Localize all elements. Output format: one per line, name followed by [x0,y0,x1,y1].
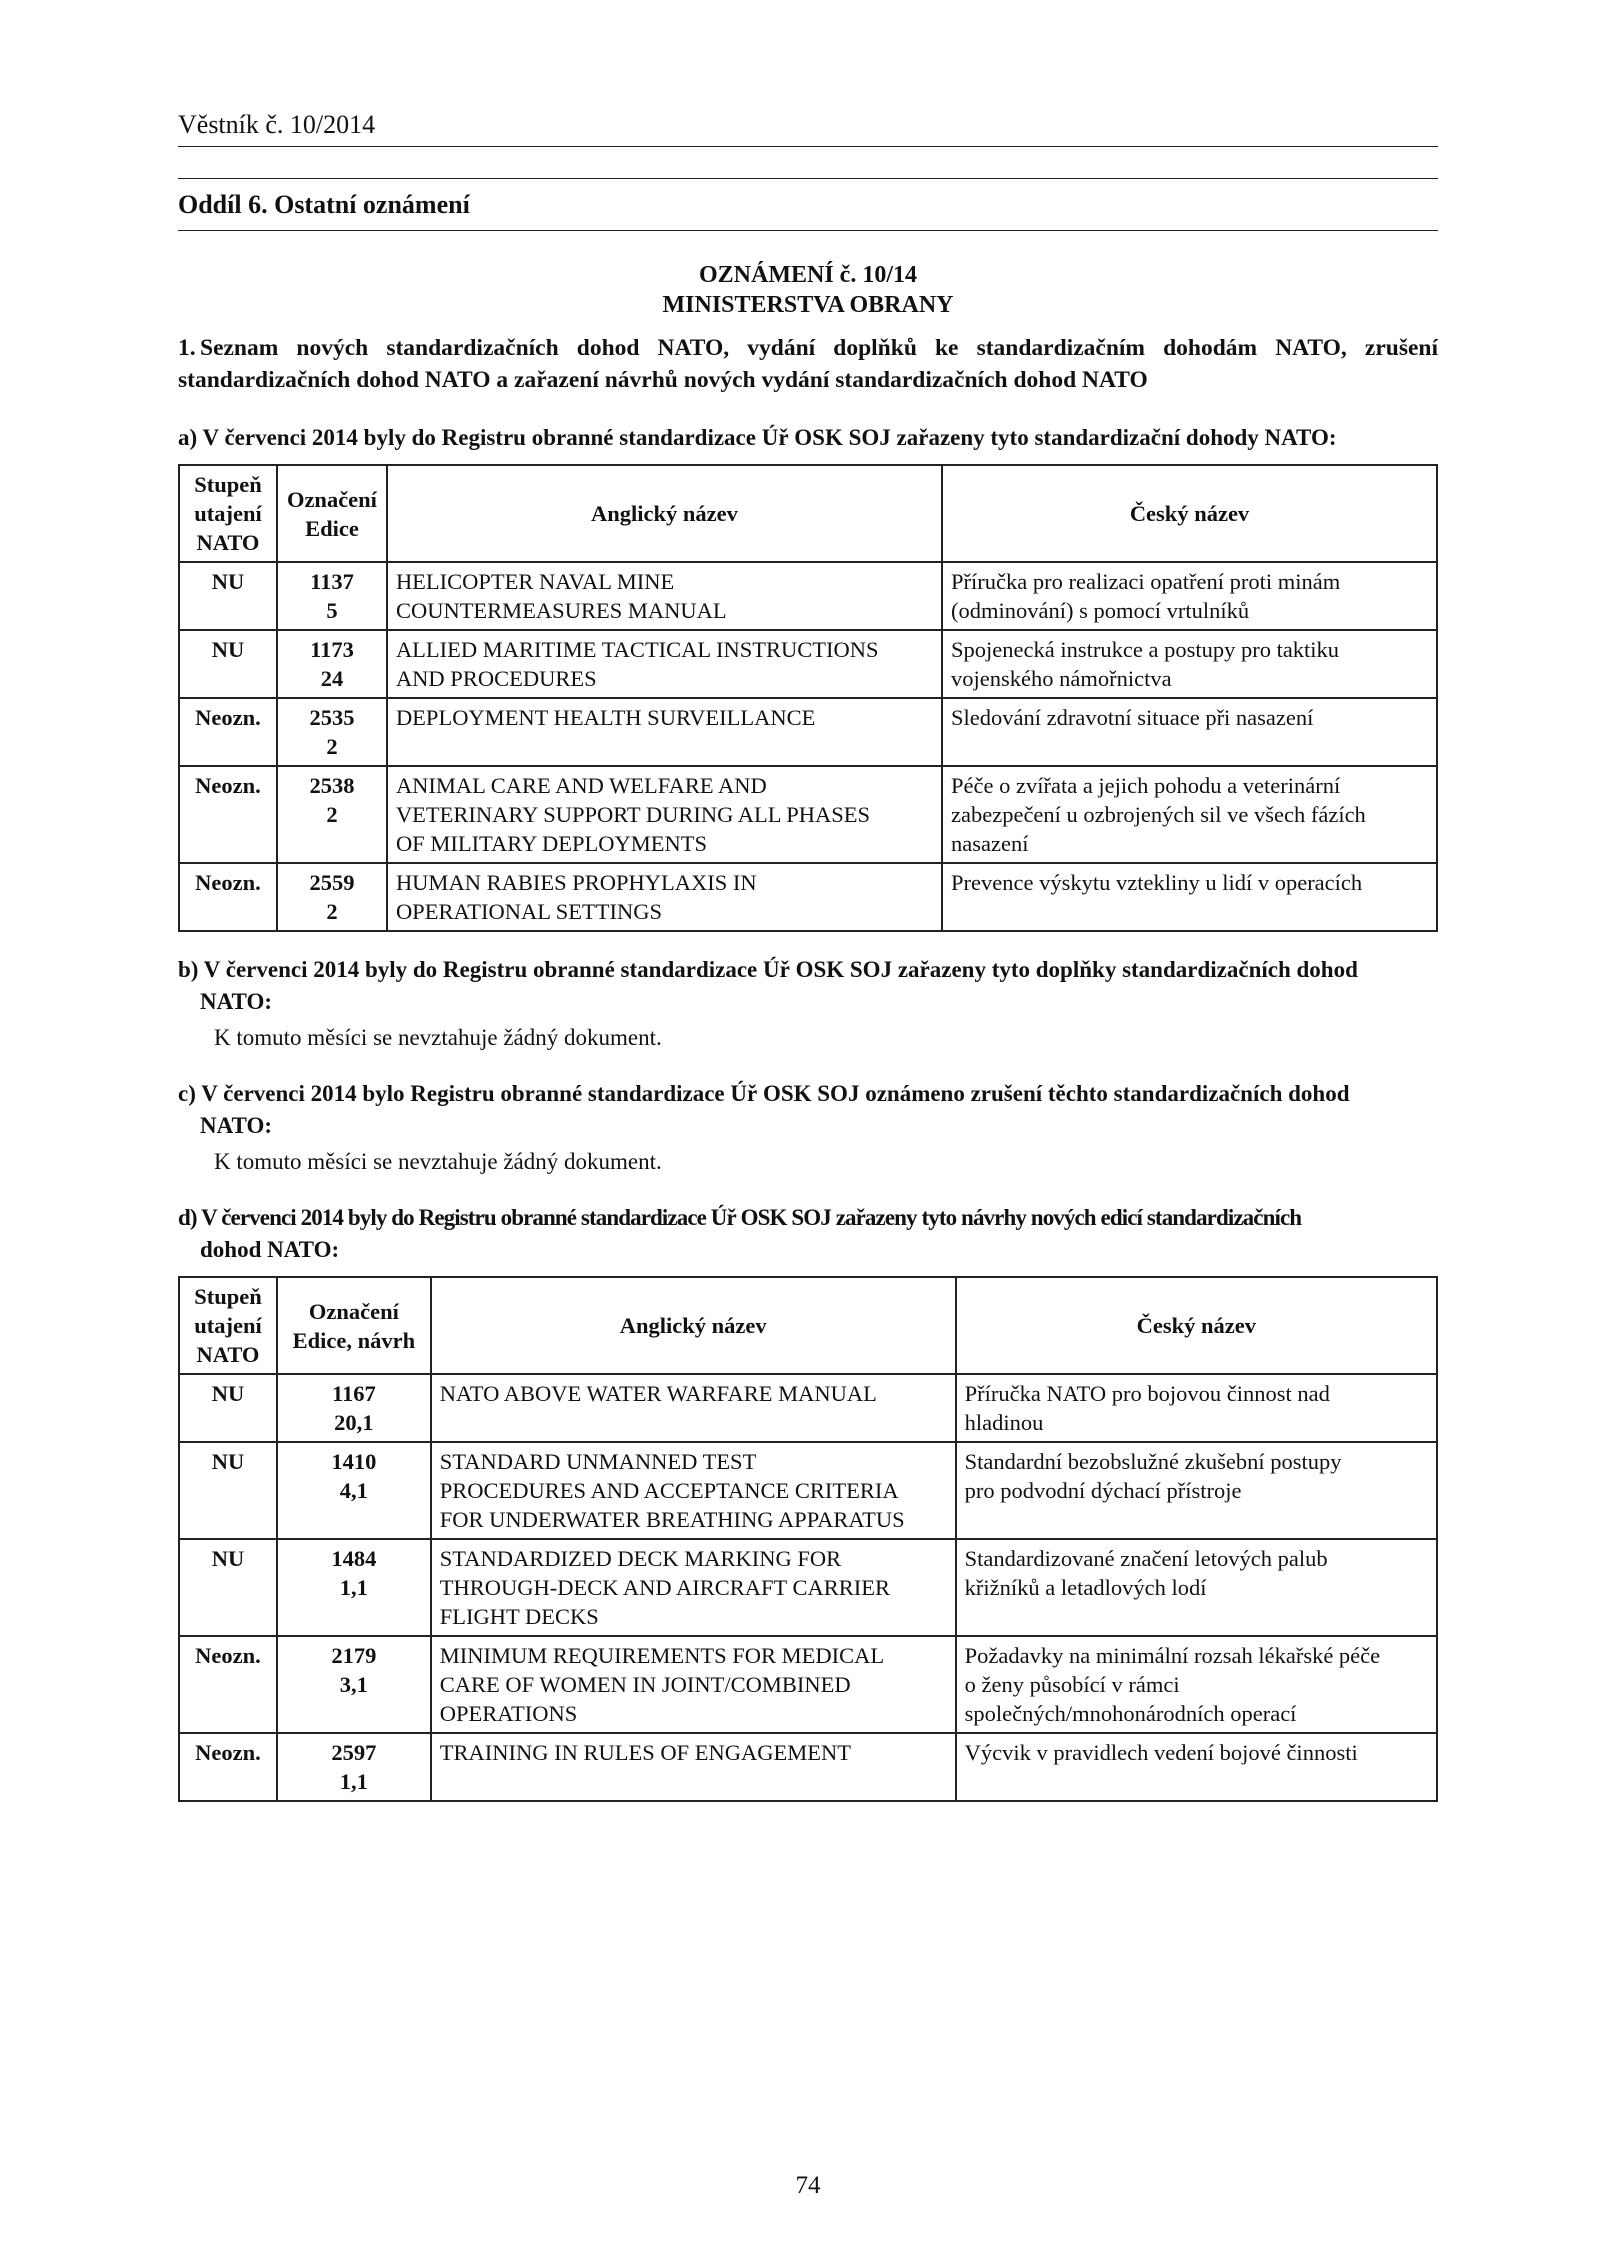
czech-title-cell: Standardizované značení letových palub křižníků a letadlových lodí [956,1539,1437,1636]
english-title-cell: STANDARD UNMANNED TEST PROCEDURES AND ACCEPTANCE CRITERIA FOR UNDERWATER BREATHING APPARATUS [431,1442,956,1539]
english-title-cell: ALLIED MARITIME TACTICAL INSTRUCTIONS AND PROCEDURES [387,630,942,698]
english-title-cell: STANDARDIZED DECK MARKING FOR THROUGH-DECK AND AIRCRAFT CARRIER FLIGHT DECKS [431,1539,956,1636]
table-d-header-row [179,1277,1437,1374]
table-row [179,562,1437,630]
czech-title-cell: Péče o zvířata a jejich pohodu a veterinární zabezpečení u ozbrojených sil ve všech fázích nasazení [942,766,1437,863]
classification-cell: NU [179,1374,277,1442]
header-czech-title: Český název [956,1277,1437,1374]
czech-title-cell: Příručka NATO pro bojovou činnost nad hladinou [956,1374,1437,1442]
item-1-text: Seznam nových standardizačních dohod NATO, vydání doplňků ke standardizačním dohodám NATO, zrušení standardizačních dohod NATO a zařazení návrhů nových vydání standardizačních dohod NATO [178,335,1438,393]
designation-cell: 2597 1,1 [277,1733,431,1801]
designation-cell: 2538 2 [277,766,387,863]
table-row [179,1636,1437,1733]
table-a [178,464,1438,932]
part-d-heading: d) V červenci 2014 byly do Registru obranné standardizace Úř OSK SOJ zařazeny tyto návrhy nových edicí standardizačních dohod NATO: [178,1205,1302,1262]
header-classification: Stupeň utajení NATO [179,1277,277,1374]
classification-cell: Neozn. [179,1733,277,1801]
running-header: Věstník č. 10/2014 [178,110,376,139]
notice-issuer: MINISTERSTVA OBRANY [662,292,954,318]
czech-title-cell: Spojenecká instrukce a postupy pro taktiku vojenského námořnictva [942,630,1437,698]
classification-cell: Neozn. [179,863,277,931]
part-c-heading: c) V červenci 2014 bylo Registru obranné standardizace Úř OSK SOJ oznámeno zrušení těchto standardizačních dohod NATO: [178,1081,1350,1138]
header-czech-title: Český název [942,465,1437,562]
table-row [179,1442,1437,1539]
table-row [179,1374,1437,1442]
section-title: Oddíl 6. Ostatní oznámení [178,190,470,219]
part-c-note: K tomuto měsíci se nevztahuje žádný dokument. [214,1149,662,1174]
table-row [179,1539,1437,1636]
designation-cell: 1167 20,1 [277,1374,431,1442]
item-1-number: 1. [178,335,196,361]
section-rule-top [178,178,1438,179]
english-title-cell: MINIMUM REQUIREMENTS FOR MEDICAL CARE OF WOMEN IN JOINT/COMBINED OPERATIONS [431,1636,956,1733]
header-rule [178,146,1438,147]
section-rule-bottom [178,230,1438,231]
designation-cell: 2179 3,1 [277,1636,431,1733]
part-a-heading: a) V červenci 2014 byly do Registru obranné standardizace Úř OSK SOJ zařazeny tyto standardizační dohody NATO: [178,425,1337,450]
czech-title-cell: Sledování zdravotní situace při nasazení [942,698,1437,766]
header-classification: Stupeň utajení NATO [179,465,277,562]
classification-cell: NU [179,630,277,698]
classification-cell: NU [179,1442,277,1539]
czech-title-cell: Standardní bezobslužné zkušební postupy pro podvodní dýchací přístroje [956,1442,1437,1539]
header-designation: Označení Edice, návrh [277,1277,431,1374]
part-b-heading: b) V červenci 2014 byly do Registru obranné standardizace Úř OSK SOJ zařazeny tyto doplňky standardizačních dohod NATO: [178,957,1358,1014]
classification-cell: NU [179,562,277,630]
english-title-cell: HUMAN RABIES PROPHYLAXIS IN OPERATIONAL SETTINGS [387,863,942,931]
english-title-cell: ANIMAL CARE AND WELFARE AND VETERINARY SUPPORT DURING ALL PHASES OF MILITARY DEPLOYMENTS [387,766,942,863]
czech-title-cell: Výcvik v pravidlech vedení bojové činnosti [956,1733,1437,1801]
page-number: 74 [795,2172,821,2199]
czech-title-cell: Prevence výskytu vztekliny u lidí v operacích [942,863,1437,931]
table-row [179,863,1437,931]
designation-cell: 2535 2 [277,698,387,766]
table-row [179,1733,1437,1801]
english-title-cell: DEPLOYMENT HEALTH SURVEILLANCE [387,698,942,766]
table-a-header-row [179,465,1437,562]
notice-title: OZNÁMENÍ č. 10/14 [699,262,917,288]
item-1 [178,332,1438,396]
designation-cell: 1410 4,1 [277,1442,431,1539]
english-title-cell: HELICOPTER NAVAL MINE COUNTERMEASURES MANUAL [387,562,942,630]
classification-cell: Neozn. [179,766,277,863]
designation-cell: 1484 1,1 [277,1539,431,1636]
table-d [178,1276,1438,1802]
header-designation: Označení Edice [277,465,387,562]
table-row [179,630,1437,698]
designation-cell: 2559 2 [277,863,387,931]
designation-cell: 1173 24 [277,630,387,698]
classification-cell: Neozn. [179,1636,277,1733]
classification-cell: NU [179,1539,277,1636]
english-title-cell: TRAINING IN RULES OF ENGAGEMENT [431,1733,956,1801]
designation-cell: 1137 5 [277,562,387,630]
czech-title-cell: Příručka pro realizaci opatření proti minám (odminování) s pomocí vrtulníků [942,562,1437,630]
czech-title-cell: Požadavky na minimální rozsah lékařské péče o ženy působící v rámci společných/mnohonárodních operací [956,1636,1437,1733]
part-b-note: K tomuto měsíci se nevztahuje žádný dokument. [214,1025,662,1050]
header-english-title: Anglický název [387,465,942,562]
table-row [179,766,1437,863]
table-row [179,698,1437,766]
english-title-cell: NATO ABOVE WATER WARFARE MANUAL [431,1374,956,1442]
header-english-title: Anglický název [431,1277,956,1374]
classification-cell: Neozn. [179,698,277,766]
